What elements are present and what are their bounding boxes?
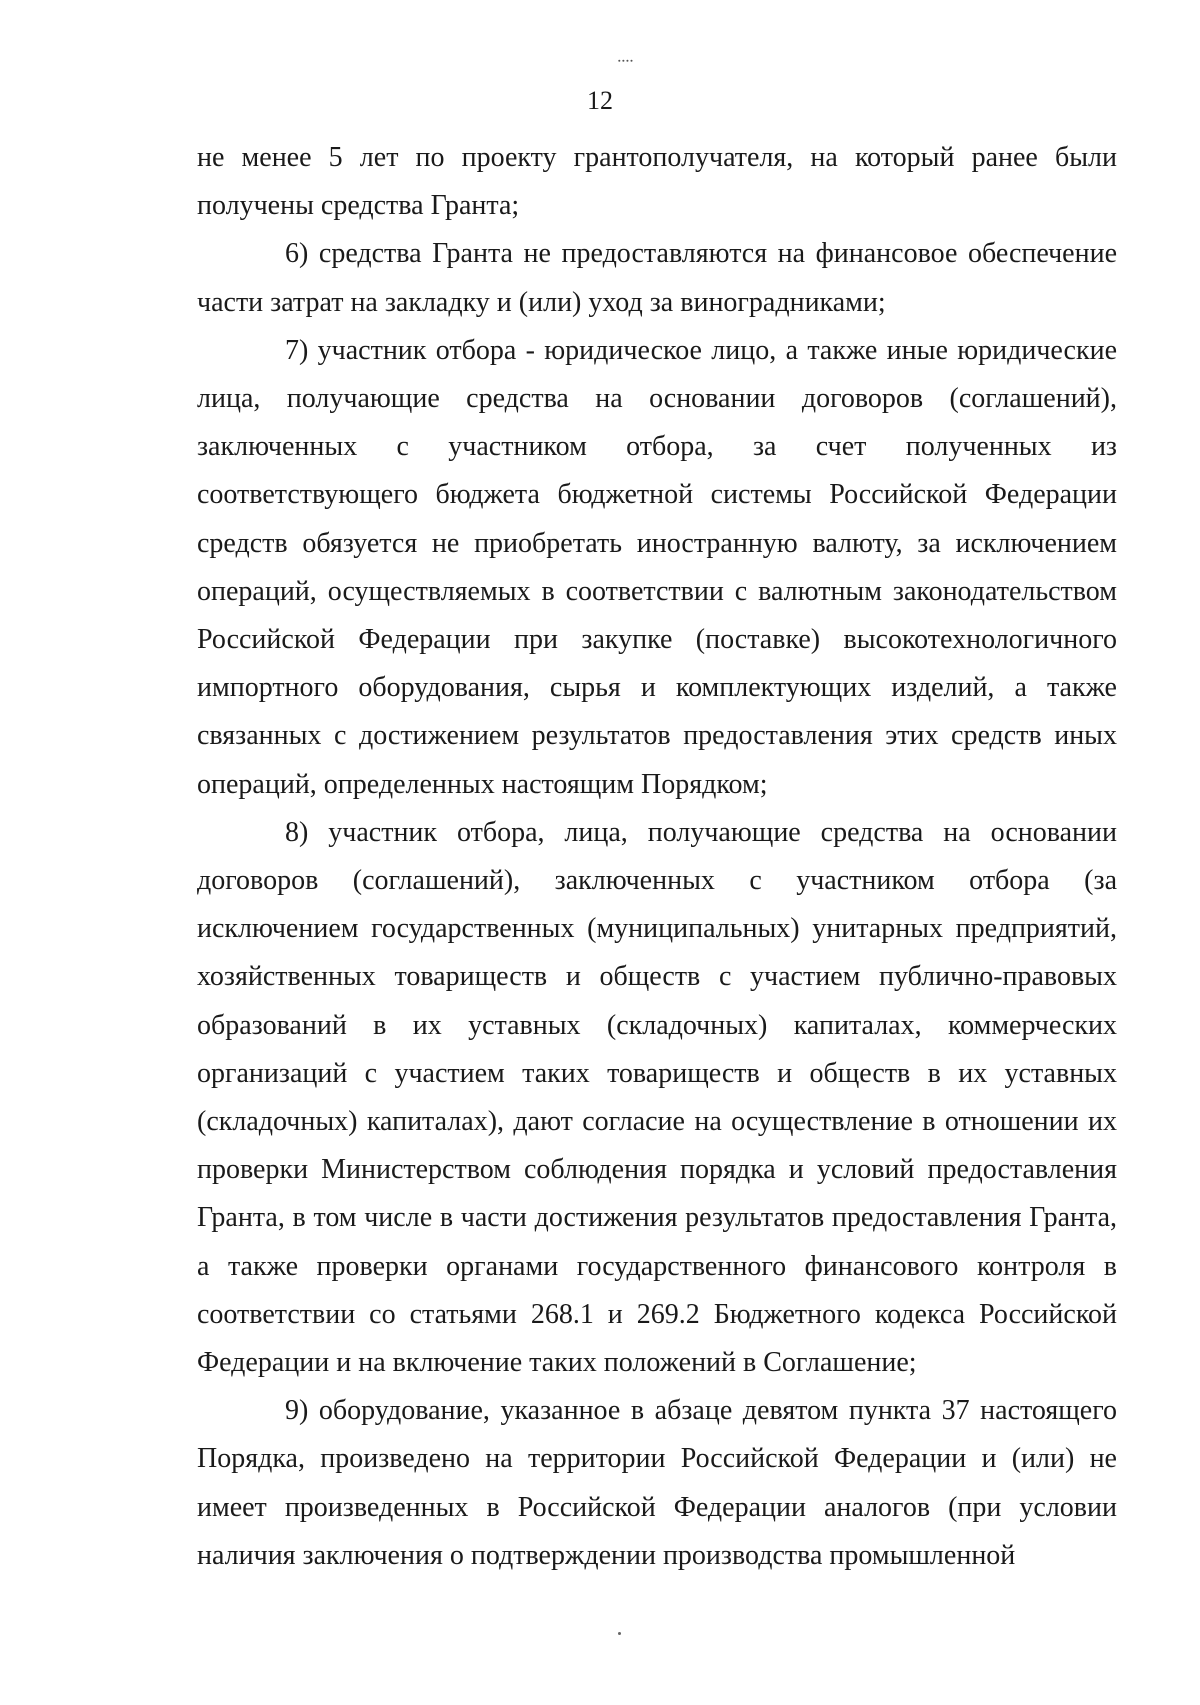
page-number: 12 [587,86,613,115]
paragraph-item-8: 8) участник отбора, лица, получающие средства на основании договоров (соглашений), заключенных с участником отбора (за исключением государственных (муниципальных) унитарных предприятий, хозяйственных товариществ и обществ с участием публично-правовых образований в их уставных (складочных) капиталах, коммерческих организаций с участием таких товариществ и обществ в их уставных (складочных) капиталах), дают согласие на осуществление в отношении их проверки Министерством соблюдения порядка и условий предоставления Гранта, в том числе в части достижения результатов предоставления Гранта, а также проверки органами государственного финансового контроля в соответствии со статьями 268.1 и 269.2 Бюджетного кодекса Российской Федерации и на включение таких положений в Соглашение; [197,816,1117,1379]
paragraph-item-9: 9) оборудование, указанное в абзаце девятом пункта 37 настоящего Порядка, произведено на территории Российской Федерации и (или) не имеет произведенных в Российской Федерации аналогов (при условии наличия заключения о подтверждении производства промышленной [197,1395,1117,1571]
paragraph-continuation: не менее 5 лет по проекту грантополучателя, на который ранее были получены средства Гранта; [197,142,1117,222]
paragraph-item-6: 6) средства Гранта не предоставляются на финансовое обеспечение части затрат на закладку и (или) уход за виноградниками; [197,238,1117,318]
scan-mark: ᠁ [614,54,633,71]
scan-speck [618,1632,621,1635]
paragraph-item-7: 7) участник отбора - юридическое лицо, а также иные юридические лица, получающие средства на основании договоров (соглашений), заключенных с участником отбора, за счет полученных из соответствующего бюджета бюджетной системы Российской Федерации средств обязуется не приобретать иностранную валюту, за исключением операций, осуществляемых в соответствии с валютным законодательством Российской Федерации при закупке (поставке) высокотехнологичного импортного оборудования, сырья и комплектующих изделий, а также связанных с достижением результатов предоставления этих средств иных операций, определенных настоящим Порядком; [197,334,1117,800]
document-body [197,134,1117,1580]
